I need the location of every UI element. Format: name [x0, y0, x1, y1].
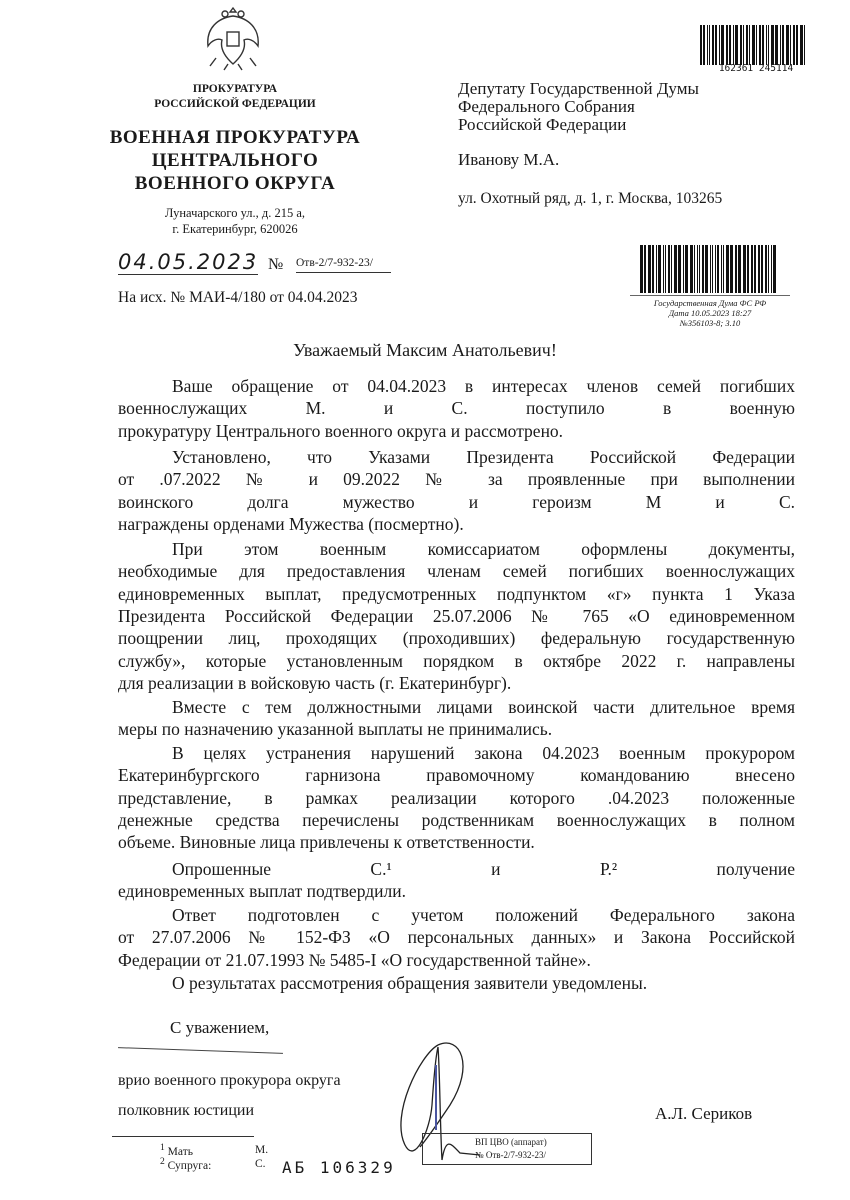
salutation: Уважаемый Максим Анатольевич! — [293, 340, 557, 360]
barcode-bar — [759, 25, 761, 65]
barcode-bar — [712, 25, 714, 65]
barcode-bar — [690, 245, 693, 293]
body-line: Ваше обращение от 04.04.2023 в интересах членов семей погибших — [172, 376, 795, 396]
body-line: объеме. Виновные лица привлечены к ответственности. — [118, 832, 535, 853]
barcode-bar — [752, 25, 755, 65]
org-address-line: г. Екатеринбург, 620026 — [172, 222, 298, 236]
barcode-bar — [773, 245, 776, 293]
outgoing-stamp — [422, 1133, 592, 1165]
barcode-bar — [674, 245, 677, 293]
barcode-bar — [723, 245, 724, 293]
barcode-bar — [775, 25, 778, 65]
body-line: от .07.2022 № и 09.2022 № за проявленные при выполнении — [118, 469, 795, 490]
coat-of-arms-emblem — [198, 2, 268, 74]
footnote — [160, 1156, 211, 1172]
signatory-rank: полковник юстиции — [118, 1102, 255, 1119]
barcode-bar — [747, 245, 749, 293]
stamp-line: ВП ЦВО (аппарат) — [475, 1137, 547, 1147]
barcode-bar — [790, 25, 791, 65]
org-parent-line: РОССИЙСКОЙ ФЕДЕРАЦИИ — [154, 98, 316, 110]
barcode-bar — [756, 25, 757, 65]
barcode-bar — [640, 245, 643, 293]
body-line: Вместе с тем должностными лицами воинской части длительное время — [172, 697, 795, 717]
barcode-bar — [685, 245, 688, 293]
barcode-top — [700, 25, 812, 65]
barcode-bar — [780, 25, 781, 65]
barcode-bar — [719, 25, 720, 65]
footnote-label: Супруга: — [167, 1159, 212, 1172]
footnote-label: Мать — [167, 1145, 193, 1158]
barcode-bar — [697, 245, 698, 293]
signatory-position: врио военного прокурора округа — [118, 1072, 341, 1089]
barcode-bar — [678, 245, 681, 293]
footnote-value: С. — [255, 1158, 266, 1170]
barcode-bar — [733, 25, 734, 65]
body-line: Президента Российской Федерации 25.07.2006 № 765 «О единовременном — [118, 605, 795, 626]
barcode-bar — [648, 245, 651, 293]
barcode-bar — [715, 245, 716, 293]
barcode-bar — [743, 245, 746, 293]
barcode-bar — [735, 245, 737, 293]
number-sign: № — [268, 256, 284, 273]
stamp-line: №356103-8; 3.10 — [679, 318, 741, 328]
org-parent-line: ПРОКУРАТУРА — [192, 83, 278, 95]
body-line: награждены орденами Мужества (посмертно). — [118, 513, 464, 534]
barcode-bar — [749, 25, 750, 65]
barcode-bar — [721, 245, 722, 293]
barcode-bar — [726, 245, 729, 293]
body-line: представление, в рамках реализации которого .04.2023 положенные — [118, 787, 795, 808]
barcode-bar — [743, 25, 744, 65]
barcode-bar — [717, 245, 719, 293]
barcode-bar — [656, 245, 657, 293]
barcode-bar — [771, 25, 774, 65]
stamp-line: № Отв-2/7-932-23/ — [475, 1150, 547, 1160]
body-line: необходимые для предоставления членам семей погибших военнослужащих — [118, 561, 795, 582]
org-name-line: ВОЕННАЯ ПРОКУРАТУРА — [109, 127, 361, 148]
footnote-mark: 1 — [160, 1142, 165, 1153]
body-line: В целях устранения нарушений закона 04.2023 военным прокурором — [172, 743, 795, 763]
stamp-line: Государственная Дума ФС РФ — [653, 298, 767, 308]
body-line: поощрении лиц, проходящих (проходивших) федеральную государственную — [118, 628, 795, 649]
barcode-bar — [735, 25, 738, 65]
barcode-bar — [712, 245, 713, 293]
body-line: единовременных выплат подтвердили. — [118, 881, 406, 902]
barcode-bar — [663, 245, 664, 293]
barcode-registration — [640, 245, 778, 293]
barcode-bar — [699, 245, 700, 293]
body-line: военнослужащих М. и С. поступило в военную — [118, 398, 795, 419]
body-line: Установлено, что Указами Президента Российской Федерации — [172, 447, 795, 467]
barcode-bar — [796, 25, 798, 65]
closing: С уважением, — [170, 1018, 270, 1037]
barcode-bar — [771, 245, 772, 293]
org-parent-name — [110, 82, 360, 112]
barcode-bar — [740, 25, 742, 65]
recipient-title-line: Депутату Государственной Думы — [458, 79, 699, 98]
registration-stamp — [630, 295, 790, 328]
barcode-bar — [766, 25, 767, 65]
barcode-bar — [671, 245, 672, 293]
body-line: Федерации от 21.07.1993 № 5485-I «О государственной тайне». — [118, 949, 591, 970]
barcode-bar — [709, 25, 710, 65]
recipient-title-line: Федерального Собрания — [458, 97, 635, 116]
body-line: воинского долга мужество и героизм М и С. — [118, 491, 795, 512]
barcode-bar — [658, 245, 661, 293]
body-line: Ответ подготовлен с учетом положений Федерального закона — [172, 905, 795, 925]
barcode-bar — [707, 25, 708, 65]
footnote-divider — [112, 1136, 254, 1137]
barcode-bar — [702, 245, 704, 293]
barcode-bar — [782, 25, 784, 65]
stamp-line: Дата 10.05.2023 18:27 — [668, 308, 752, 318]
footnote-mark: 2 — [160, 1156, 165, 1167]
barcode-bar — [729, 25, 731, 65]
divider — [118, 1047, 283, 1054]
body-line: службу», которые установленным порядком в октябре 2022 г. направлены — [118, 650, 795, 671]
org-name-line: ЦЕНТРАЛЬНОГО — [151, 150, 319, 171]
body-line: денежные средства перечислены родственникам военнослужащих в полном — [118, 809, 795, 830]
outgoing-number: Отв-2/7-932-23/ — [296, 257, 391, 273]
org-name — [100, 126, 370, 195]
barcode-bar — [715, 25, 717, 65]
recipient-name: Иванову М.А. — [458, 150, 560, 169]
barcode-bar — [793, 25, 795, 65]
body-line: Опрошенные С.¹ и Р.² получение — [172, 859, 795, 879]
signatory-name: А.Л. Сериков — [655, 1104, 753, 1123]
body-line: прокуратуру Центрального военного округа и рассмотрено. — [118, 420, 564, 441]
org-address — [110, 205, 360, 237]
barcode-bar — [786, 25, 789, 65]
barcode-bar — [668, 245, 670, 293]
recipient-title-line: Российской Федерации — [458, 115, 627, 134]
barcode-bar — [800, 25, 803, 65]
barcode-bar — [761, 245, 763, 293]
body-line: О результатах рассмотрения обращения заявители уведомлены. — [172, 973, 648, 993]
body-line: меры по назначению указанной выплаты не принимались. — [118, 719, 553, 740]
body-line: для реализации в войсковую часть (г. Екатеринбург). — [118, 672, 512, 693]
barcode-bar — [705, 245, 708, 293]
body-line: Екатеринбургского гарнизона правомочному командованию внесено — [118, 765, 795, 786]
barcode-number: 162361 245114 — [718, 63, 794, 74]
barcode-bar — [652, 245, 654, 293]
org-address-line: Луначарского ул., д. 215 а, — [164, 206, 306, 220]
recipient-title — [458, 80, 699, 134]
barcode-bar — [746, 25, 748, 65]
barcode-bar — [683, 245, 684, 293]
barcode-bar — [738, 245, 741, 293]
barcode-bar — [700, 25, 702, 65]
form-serial-number: АБ 106329 — [282, 1158, 396, 1177]
barcode-bar — [804, 25, 805, 65]
incoming-reference: На исх. № МАИ-4/180 от 04.04.2023 — [118, 289, 358, 306]
org-name-line: ВОЕННОГО ОКРУГА — [134, 173, 336, 194]
barcode-bar — [751, 245, 753, 293]
barcode-bar — [730, 245, 733, 293]
barcode-bar — [644, 245, 646, 293]
handwritten-date: 04.05.2023 — [118, 250, 259, 274]
barcode-bar — [726, 25, 728, 65]
body-line: от 27.07.2006 № 152-ФЗ «О персональных данных» и Закона Российской — [118, 927, 795, 948]
barcode-bar — [665, 245, 666, 293]
recipient-address: ул. Охотный ряд, д. 1, г. Москва, 103265 — [458, 190, 723, 207]
barcode-bar — [762, 25, 764, 65]
barcode-bar — [765, 245, 767, 293]
barcode-bar — [703, 25, 705, 65]
body-line: единовременных выплат, предусмотренных подпунктом «г» пункта 1 Указа — [118, 583, 795, 604]
barcode-bar — [721, 25, 724, 65]
barcode-bar — [754, 245, 756, 293]
barcode-bar — [694, 245, 695, 293]
barcode-bar — [758, 245, 760, 293]
barcode-bar — [768, 245, 769, 293]
barcode-bar — [710, 245, 711, 293]
footnote-value: М. — [255, 1144, 269, 1156]
barcode-bar — [768, 25, 769, 65]
body-line: При этом военным комиссариатом оформлены документы, — [172, 539, 795, 559]
